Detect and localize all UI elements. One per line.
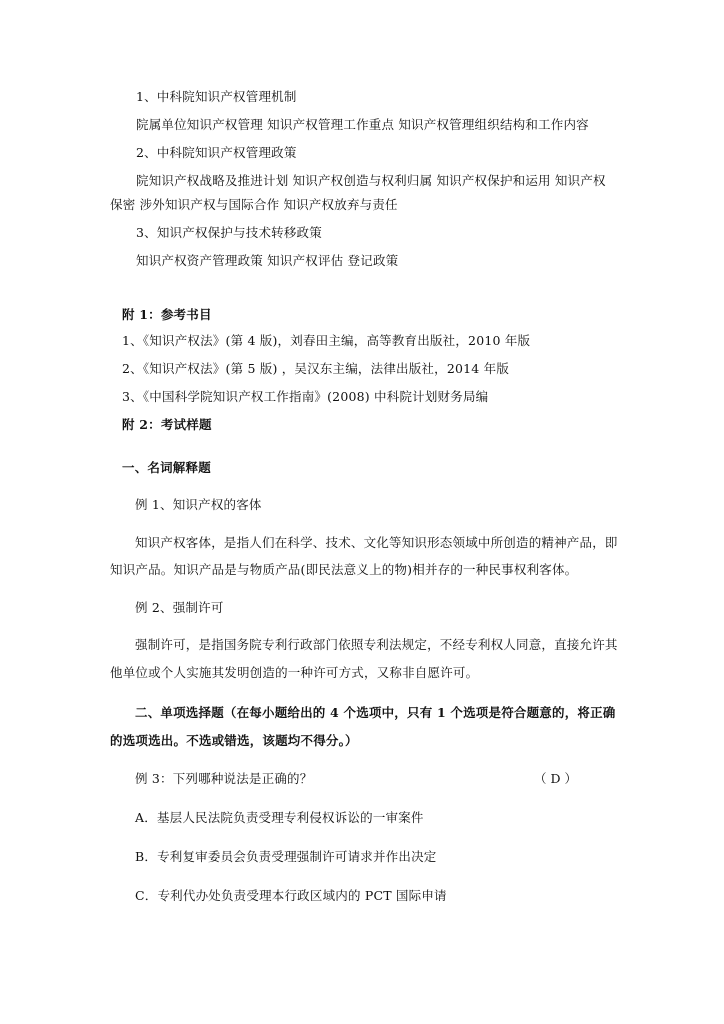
example3-answer: （ D ）: [534, 771, 577, 786]
reference-1: 1、《知识产权法》(第 4 版)，刘春田主编，高等教育出版社，2010 年版: [122, 333, 531, 348]
option-c: C．专利代办处负责受理本行政区域内的 PCT 国际申请: [135, 888, 447, 903]
item2-body-line1: 院知识产权战略及推进计划 知识产权创造与权利归属 知识产权保护和运用 知识产权: [136, 173, 606, 188]
item3-heading: 3、知识产权保护与技术转移政策: [136, 225, 322, 240]
example2-line1: 强制许可，是指国务院专利行政部门依照专利法规定，不经专利权人同意，直接允许其: [135, 637, 618, 652]
item1-body: 院属单位知识产权管理 知识产权管理工作重点 知识产权管理组织结构和工作内容: [136, 117, 589, 132]
reference-3: 3、《中国科学院知识产权工作指南》(2008) 中科院计划财务局编: [122, 389, 489, 404]
part2-title-line2: 的选项选出。不选或错选，该题均不得分。）: [110, 733, 358, 748]
example1-line2: 知识产品。知识产品是与物质产品(即民法意义上的物)相并存的一种民事权利客体。: [110, 562, 578, 577]
item2-heading: 2、中科院知识产权管理政策: [136, 145, 297, 160]
option-b: B．专利复审委员会负责受理强制许可请求并作出决定: [135, 849, 437, 864]
item3-body: 知识产权资产管理政策 知识产权评估 登记政策: [136, 253, 399, 268]
example1-title: 例 1、知识产权的客体: [135, 497, 262, 512]
item1-heading: 1、中科院知识产权管理机制: [136, 89, 297, 104]
example1-line1: 知识产权客体，是指人们在科学、技术、文化等知识形态领域中所创造的精神产品，即: [135, 535, 618, 550]
option-a: A．基层人民法院负责受理专利侵权诉讼的一审案件: [135, 810, 424, 825]
reference-2: 2、《知识产权法》(第 5 版) ，吴汉东主编，法律出版社，2014 年版: [122, 361, 510, 376]
appendix1-title: 附 1：参考书目: [122, 307, 212, 322]
part2-title-line1: 二、单项选择题（在每小题给出的 4 个选项中，只有 1 个选项是符合题意的，将正确: [135, 705, 616, 720]
appendix2-title: 附 2：考试样题: [122, 417, 212, 432]
example2-line2: 他单位或个人实施其发明创造的一种许可方式，又称非自愿许可。: [110, 665, 479, 680]
item2-body-line2: 保密 涉外知识产权与国际合作 知识产权放弃与责任: [110, 197, 398, 212]
part1-title: 一、名词解释题: [122, 460, 211, 475]
example3-question: 例 3：下列哪种说法是正确的？: [135, 771, 313, 786]
example2-title: 例 2、强制许可: [135, 600, 224, 615]
